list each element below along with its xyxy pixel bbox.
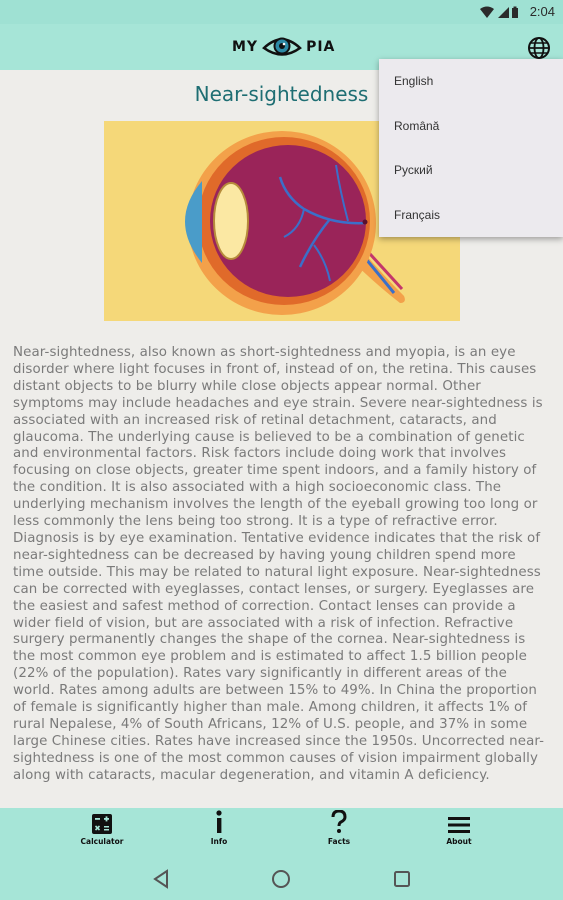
globe-icon[interactable]: [527, 36, 551, 60]
language-menu: [379, 59, 563, 237]
home-icon[interactable]: [270, 868, 292, 890]
status-icons: [479, 5, 519, 24]
question-icon: [331, 810, 347, 834]
nav-label: Calculator: [80, 837, 124, 846]
language-option-russian[interactable]: Руский: [394, 163, 433, 177]
eye-logo-icon: [262, 31, 302, 63]
system-navigation-bar: [0, 858, 563, 900]
logo-right-text: PIA: [306, 39, 336, 55]
nav-calculator[interactable]: [62, 808, 142, 858]
menu-icon: [448, 816, 470, 834]
language-option-romanian[interactable]: Română: [394, 118, 440, 133]
nav-facts[interactable]: [299, 808, 379, 858]
nav-label: Info: [210, 837, 228, 846]
status-bar: [0, 0, 563, 24]
recents-icon[interactable]: [391, 868, 413, 890]
nav-about[interactable]: [419, 808, 499, 858]
status-time: 2:04: [529, 4, 555, 19]
page-title: Near-sightedness: [194, 82, 369, 106]
nav-label: About: [446, 837, 472, 846]
nav-info[interactable]: [179, 808, 259, 858]
article-body: Near-sightedness, also known as short-sightedness and myopia, is an eye disorder where light focuses in front of, instead of on, the retina. This causes distant objects to be blurry while close objects appear normal. Other symptoms may include headaches and eye strain. Severe near-sightedness is associated with an increased risk of retinal detachment, cataracts, and glaucoma. The underlying cause is believed to be a combination of genetic and environmental factors. Risk factors include doing work that involves focusing on close objects, greater time spent indoors, and a family history of the condition. It is also associated with a high socioeconomic class. The underlying mechanism involves the length of the eyeball growing too long or less commonly the lens being too strong. It is a type of refractive error. Diagnosis is by eye examination. Tentative evidence indicates that the risk of near-sightedness can be decreased by having young children spend more time outside. This may be related to natural light exposure. Near-sightedness can be corrected with eyeglasses, contact lenses, or surgery. Eyeglasses are the easiest and safest method of correction. Contact lenses can provide a wider field of vision, but are associated with a risk of infection. Refractive surgery permanently changes the shape of the cornea. Near-sightedness is the most common eye problem and is estimated to affect 1.5 billion people (22% of the population). Rates vary significantly in different areas of the world. Rates among adults are between 15% to 49%. In China the proportion of female is significantly higher than male. Among children, it affects 1% of rural Nepalese, 4% of South Africans, 12% of U.S. people, and 37% in some large Chinese cities. Rates have increased since the 1950s. Uncorrected near-sightedness is one of the most common causes of vision impairment globally along with cataracts, macular degeneration, and vitamin A deficiency.: [13, 345, 545, 783]
back-icon[interactable]: [150, 868, 172, 890]
logo-left-text: MY: [232, 39, 259, 55]
language-option-english[interactable]: English: [394, 74, 434, 88]
info-icon: [214, 810, 224, 834]
language-option-french[interactable]: Français: [394, 207, 441, 222]
wifi-signal-battery-icon: [479, 6, 519, 20]
app-logo: [232, 30, 335, 64]
nav-label: Facts: [327, 837, 351, 846]
bottom-navigation: [0, 808, 563, 858]
calculator-icon: [91, 814, 113, 834]
